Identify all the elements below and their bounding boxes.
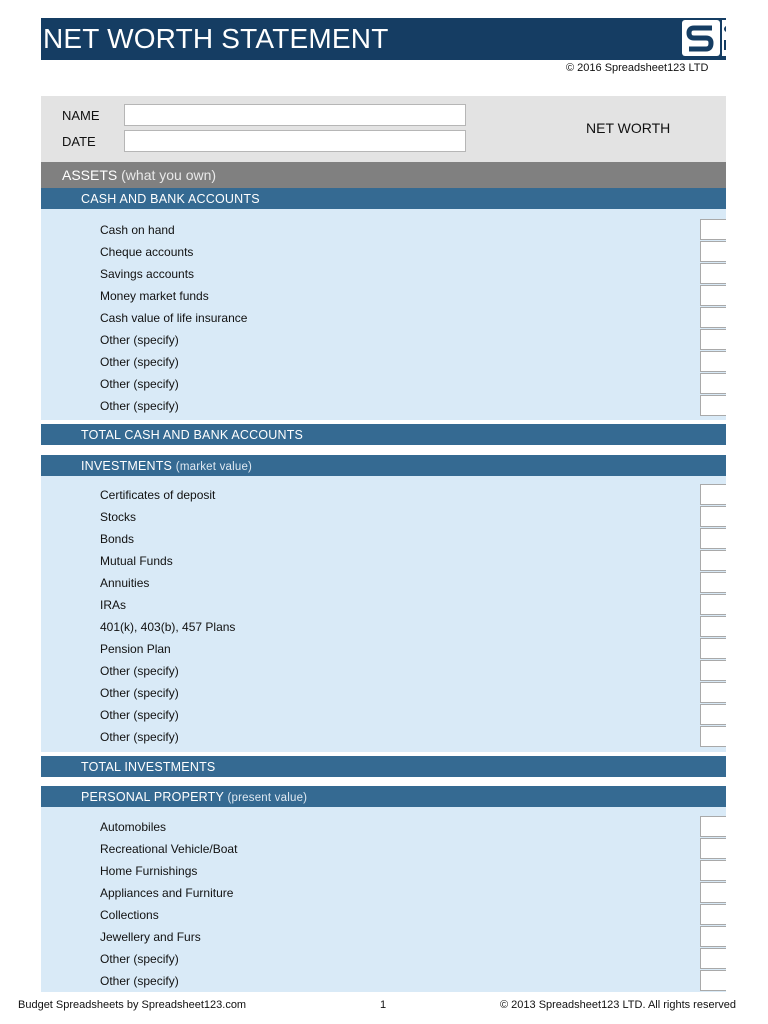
amount-cell[interactable] (700, 594, 726, 615)
section-header-investments (41, 455, 726, 476)
name-input[interactable] (124, 104, 466, 126)
item-label: Cheque accounts (100, 245, 194, 259)
item-label: Other (specify) (100, 974, 179, 988)
name-date-panel (41, 96, 726, 162)
amount-cell[interactable] (700, 506, 726, 527)
total-label: TOTAL CASH AND BANK ACCOUNTS (81, 428, 304, 442)
amount-cell[interactable] (700, 660, 726, 681)
item-label: Annuities (100, 576, 150, 590)
section-header-cash (41, 188, 726, 209)
list-item (41, 660, 726, 682)
amount-cell[interactable] (700, 351, 726, 372)
amount-cell[interactable] (700, 484, 726, 505)
amount-cell[interactable] (700, 572, 726, 593)
amount-cell[interactable] (700, 904, 726, 925)
amount-cell[interactable] (700, 241, 726, 262)
date-label: DATE (62, 134, 96, 149)
list-item (41, 638, 726, 660)
amount-cell[interactable] (700, 550, 726, 571)
amount-cell[interactable] (700, 263, 726, 284)
item-label: Stocks (100, 510, 137, 524)
list-item (41, 307, 726, 329)
section-body-investments (41, 476, 726, 752)
list-item (41, 904, 726, 926)
item-label: 401(k), 403(b), 457 Plans (100, 620, 236, 634)
item-label: Other (specify) (100, 708, 179, 722)
item-label: Other (specify) (100, 952, 179, 966)
amount-cell[interactable] (700, 373, 726, 394)
section-title: INVESTMENTS (81, 459, 173, 473)
item-label: Other (specify) (100, 399, 179, 413)
item-label: Mutual Funds (100, 554, 173, 568)
item-label: Certificates of deposit (100, 488, 216, 502)
list-item (41, 882, 726, 904)
list-item (41, 838, 726, 860)
page-title: NET WORTH STATEMENT (43, 23, 389, 54)
section-body-property (41, 807, 726, 992)
section-subtitle: (present value) (227, 792, 308, 804)
section-subtitle: (market value) (175, 461, 253, 473)
item-label: Jewellery and Furs (100, 930, 201, 944)
amount-cell[interactable] (700, 395, 726, 416)
total-bar-cash (41, 424, 726, 445)
list-item (41, 373, 726, 395)
item-label: Cash value of life insurance (100, 311, 248, 325)
list-item (41, 484, 726, 506)
item-label: Bonds (100, 532, 135, 546)
amount-cell[interactable] (700, 638, 726, 659)
amount-cell[interactable] (700, 329, 726, 350)
amount-cell[interactable] (700, 307, 726, 328)
list-item (41, 572, 726, 594)
list-item (41, 285, 726, 307)
assets-header (41, 162, 726, 188)
amount-cell[interactable] (700, 616, 726, 637)
title-bar (41, 18, 726, 60)
amount-cell[interactable] (700, 838, 726, 859)
net-worth-label: NET WORTH (586, 120, 671, 136)
item-label: Cash on hand (100, 223, 175, 237)
list-item (41, 726, 726, 748)
amount-cell[interactable] (700, 860, 726, 881)
list-item (41, 704, 726, 726)
list-item (41, 506, 726, 528)
amount-cell[interactable] (700, 882, 726, 903)
item-label: Other (specify) (100, 333, 179, 347)
amount-cell[interactable] (700, 726, 726, 747)
page-number: 1 (380, 999, 387, 1011)
amount-cell[interactable] (700, 285, 726, 306)
item-label: Other (specify) (100, 730, 179, 744)
item-label: Other (specify) (100, 355, 179, 369)
item-label: Other (specify) (100, 664, 179, 678)
date-input[interactable] (124, 130, 466, 152)
list-item (41, 528, 726, 550)
list-item (41, 241, 726, 263)
item-label: Home Furnishings (100, 864, 198, 878)
copyright-notice: © 2016 Spreadsheet123 LTD (566, 62, 709, 74)
amount-cell[interactable] (700, 219, 726, 240)
assets-subtitle: (what you own) (121, 167, 217, 183)
list-item (41, 594, 726, 616)
section-title: PERSONAL PROPERTY (81, 790, 224, 804)
item-label: IRAs (100, 598, 127, 612)
list-item (41, 970, 726, 992)
section-title: CASH AND BANK ACCOUNTS (81, 192, 260, 206)
list-item (41, 219, 726, 241)
list-item (41, 860, 726, 882)
spreadsheet123-logo-icon (680, 18, 726, 60)
list-item (41, 263, 726, 285)
total-bar-investments (41, 756, 726, 777)
item-label: Automobiles (100, 820, 167, 834)
list-item (41, 948, 726, 970)
item-label: Other (specify) (100, 377, 179, 391)
list-item (41, 550, 726, 572)
amount-cell[interactable] (700, 926, 726, 947)
list-item (41, 395, 726, 417)
name-label: NAME (62, 108, 100, 123)
item-label: Money market funds (100, 289, 209, 303)
amount-cell[interactable] (700, 816, 726, 837)
amount-cell[interactable] (700, 948, 726, 969)
assets-title: ASSETS (62, 167, 118, 183)
amount-cell[interactable] (700, 704, 726, 725)
list-item (41, 816, 726, 838)
footer-right: © 2013 Spreadsheet123 LTD. All rights reserved (500, 999, 736, 1011)
list-item (41, 682, 726, 704)
item-label: Savings accounts (100, 267, 195, 281)
amount-cell[interactable] (700, 970, 726, 991)
list-item (41, 926, 726, 948)
item-label: Appliances and Furniture (100, 886, 234, 900)
section-body-cash (41, 209, 726, 420)
total-label: TOTAL INVESTMENTS (81, 760, 216, 774)
item-label: Collections (100, 908, 159, 922)
amount-cell[interactable] (700, 528, 726, 549)
list-item (41, 616, 726, 638)
item-label: Recreational Vehicle/Boat (100, 842, 238, 856)
list-item (41, 351, 726, 373)
section-header-property (41, 786, 726, 807)
item-label: Pension Plan (100, 642, 171, 656)
amount-cell[interactable] (700, 682, 726, 703)
list-item (41, 329, 726, 351)
footer-left: Budget Spreadsheets by Spreadsheet123.com (18, 999, 247, 1011)
item-label: Other (specify) (100, 686, 179, 700)
